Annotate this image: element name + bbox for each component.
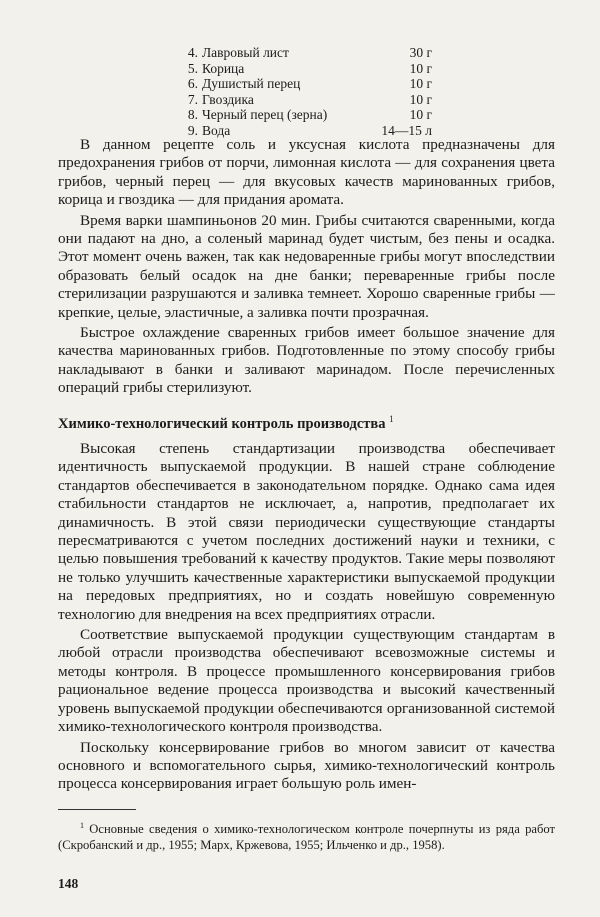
ingredient-number: 6. — [187, 76, 198, 92]
ingredient-row — [180, 92, 432, 108]
footnote-text: Основные сведения о химико-технологическом контроле почерпнуты из ряда работ (Скробанский и др., 1955; Марх, Кржевова, 1955; Ильченко и др., 1958). — [58, 822, 555, 853]
section-heading-text: Химико-технологический контроль производства — [58, 415, 386, 432]
ingredient-quantity: 30 г — [409, 45, 432, 60]
ingredient-row — [180, 45, 432, 61]
footnote-reference: 1 — [389, 414, 394, 424]
ingredient-name: Корица — [202, 60, 245, 76]
paragraph: Высокая степень стандартизации производства обеспечивает идентичность выпускаемой продукции. В нашей стране соблюдение стандартов обеспечивается в законодательном порядке. Однако сама идея стабильности стандартов не исключает, а, напротив, предполагает их динамичность. В этой связи периодически существующие стандарты пересматриваются с учетом последних достижений науки и техники, с целью повышения требований к качеству продуктов. Такие меры позволяют не только улучшить качественные характеристики выпускаемой продукции на передовых предприятиях, но и создать новейшую современную технологию для внедрения на всех предприятиях отрасли. — [58, 440, 555, 623]
section-heading — [58, 410, 555, 433]
page-number: 148 — [58, 876, 79, 891]
ingredient-quantity: 14—15 л — [381, 122, 432, 138]
ingredient-number: 5. — [187, 60, 198, 76]
ingredient-number: 8. — [187, 107, 198, 123]
ingredient-list — [180, 45, 432, 139]
ingredient-name: Душистый перец — [202, 76, 301, 92]
ingredient-number: 7. — [187, 91, 198, 107]
ingredient-name: Гвоздика — [202, 91, 254, 107]
ingredient-name: Черный перец (зерна) — [202, 107, 328, 123]
paragraph: Время варки шампиньонов 20 мин. Грибы считаются сваренными, когда они падают на дно, а соленый маринад будет чистым, без пены и осадка. Этот момент очень важен, так как недоваренные грибы могут впоследствии образовать белый осадок на дне банки; переваренные грибы после стерилизации разрушаются и заливка темнеет. Хорошо сваренные грибы — крепкие, целые, эластичные, а заливка почти прозрачная. — [58, 211, 555, 321]
ingredient-quantity: 10 г — [409, 107, 432, 123]
ingredient-quantity: 10 г — [409, 76, 432, 92]
paragraph: В данном рецепте соль и уксусная кислота предназначены для предохранения грибов от порчи, лимонная кислота — для сохранения цвета грибов, черный перец — для вкусовых качеств маринованных грибов, корица и гвоздика — для придания аромата. — [58, 136, 555, 209]
ingredient-number: 9. — [187, 122, 198, 138]
footnote-divider — [58, 809, 136, 810]
ingredient-name: Вода — [202, 122, 231, 138]
paragraph: Быстрое охлаждение сваренных грибов имеет большое значение для качества маринованных грибов. Подготовленные по этому способу грибы накладывают в банки и заливают маринадом. После перечисленных операций грибы стерилизуют. — [58, 324, 555, 397]
ingredient-row — [180, 61, 432, 77]
body-text-section — [58, 440, 555, 796]
body-text-top — [58, 136, 555, 400]
ingredient-number: 4. — [187, 45, 198, 60]
ingredient-quantity: 10 г — [409, 91, 432, 107]
ingredient-row — [180, 76, 432, 92]
ingredient-name: Лавровый лист — [202, 45, 289, 60]
ingredient-quantity: 10 г — [409, 60, 432, 76]
footnote — [58, 818, 555, 853]
footnote-mark: 1 — [80, 821, 84, 830]
paragraph: Поскольку консервирование грибов во многом зависит от качества основного и вспомогательного сырья, химико-технологический контроль процесса консервирования играет большую роль имен- — [58, 738, 555, 793]
ingredient-row — [180, 107, 432, 123]
paragraph: Соответствие выпускаемой продукции существующим стандартам в любой отрасли производства обеспечивают всевозможные системы и методы контроля. В процессе промышленного консервирования грибов рациональное ведение процесса производства и высокий качественный уровень выпускаемой продукции обеспечиваются организованной системой химико-технологического контроля производства. — [58, 626, 555, 736]
